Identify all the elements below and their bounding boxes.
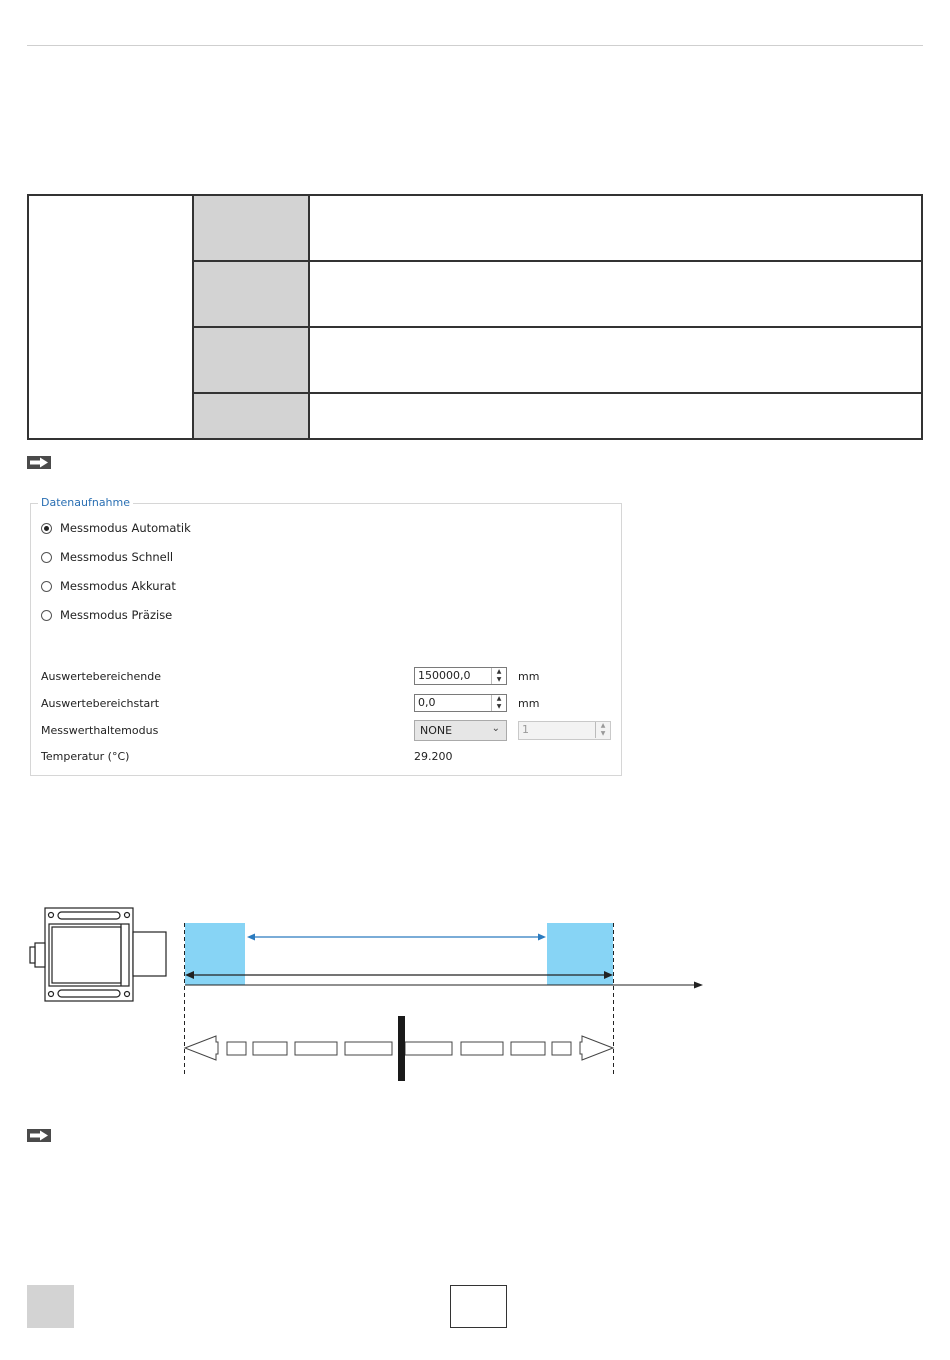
temperature-value: 29.200 [414,750,453,763]
arrow-right-hollow-icon [580,1036,613,1060]
table-row-4-key [194,394,310,438]
temperature-label: Temperatur (°C) [41,750,130,763]
table-row-4-value [310,394,921,438]
spin-down-icon[interactable]: ▼ [496,703,502,710]
usable-range-arrow [247,934,546,941]
hold-mode-select[interactable] [414,720,507,741]
measurement-range-diagram [0,890,950,1090]
range-end-unit: mm [518,670,540,683]
spin-up-icon[interactable]: ▲ [496,695,502,702]
spin-down-icon[interactable]: ▼ [496,676,502,683]
range-end-stepper[interactable] [414,667,507,685]
table-left-column [29,196,194,438]
arrow-right-icon [27,456,51,469]
arrow-right-icon [27,1129,51,1142]
radio-unchecked-icon[interactable] [41,552,52,563]
range-start-stepper[interactable] [414,694,507,712]
radio-checked-icon[interactable] [41,523,52,534]
target-object [398,1016,405,1081]
header-rule [27,45,923,46]
table-row-1-value [310,196,921,262]
radio-unchecked-icon[interactable] [41,610,52,621]
hold-mode-label: Messwerthaltemodus [41,724,159,737]
hold-count-stepper [518,721,611,740]
table-row-3-value [310,328,921,394]
spin-up-icon[interactable]: ▲ [496,668,502,675]
spin-up-icon: ▲ [600,722,606,729]
group-title: Datenaufnahme [38,496,133,509]
radio-schnell[interactable] [41,549,173,565]
range-start-label: Auswertebereichstart [41,697,160,710]
radio-akkurat[interactable] [41,578,176,594]
sensor-icon [30,908,166,1001]
radio-unchecked-icon[interactable] [41,581,52,592]
range-end-value[interactable]: 150000,0 [418,669,471,682]
spin-down-icon: ▼ [600,730,606,737]
table-row-1-key [194,196,310,262]
table-row-2-value [310,262,921,328]
mode-table [27,194,923,440]
radio-praezise[interactable] [41,607,172,623]
footer-tab [27,1285,74,1328]
radio-label: Messmodus Präzise [60,608,173,622]
chevron-down-icon: ⌄ [491,723,500,734]
table-row-2-key [194,262,310,328]
hold-mode-value: NONE [420,724,453,737]
range-start-unit: mm [518,697,540,710]
radio-label: Messmodus Automatik [60,521,191,535]
table-row-3-key [194,328,310,394]
far-blind-zone [547,923,613,985]
axis-arrow [185,982,703,989]
radio-automatik[interactable] [41,520,191,536]
radio-label: Messmodus Akkurat [60,579,176,593]
page-number-box [450,1285,507,1328]
range-end-label: Auswertebereichende [41,670,161,683]
range-start-value[interactable]: 0,0 [418,696,436,709]
hold-count-value: 1 [522,723,529,736]
arrow-left-hollow-icon [185,1036,218,1060]
radio-label: Messmodus Schnell [60,550,174,564]
